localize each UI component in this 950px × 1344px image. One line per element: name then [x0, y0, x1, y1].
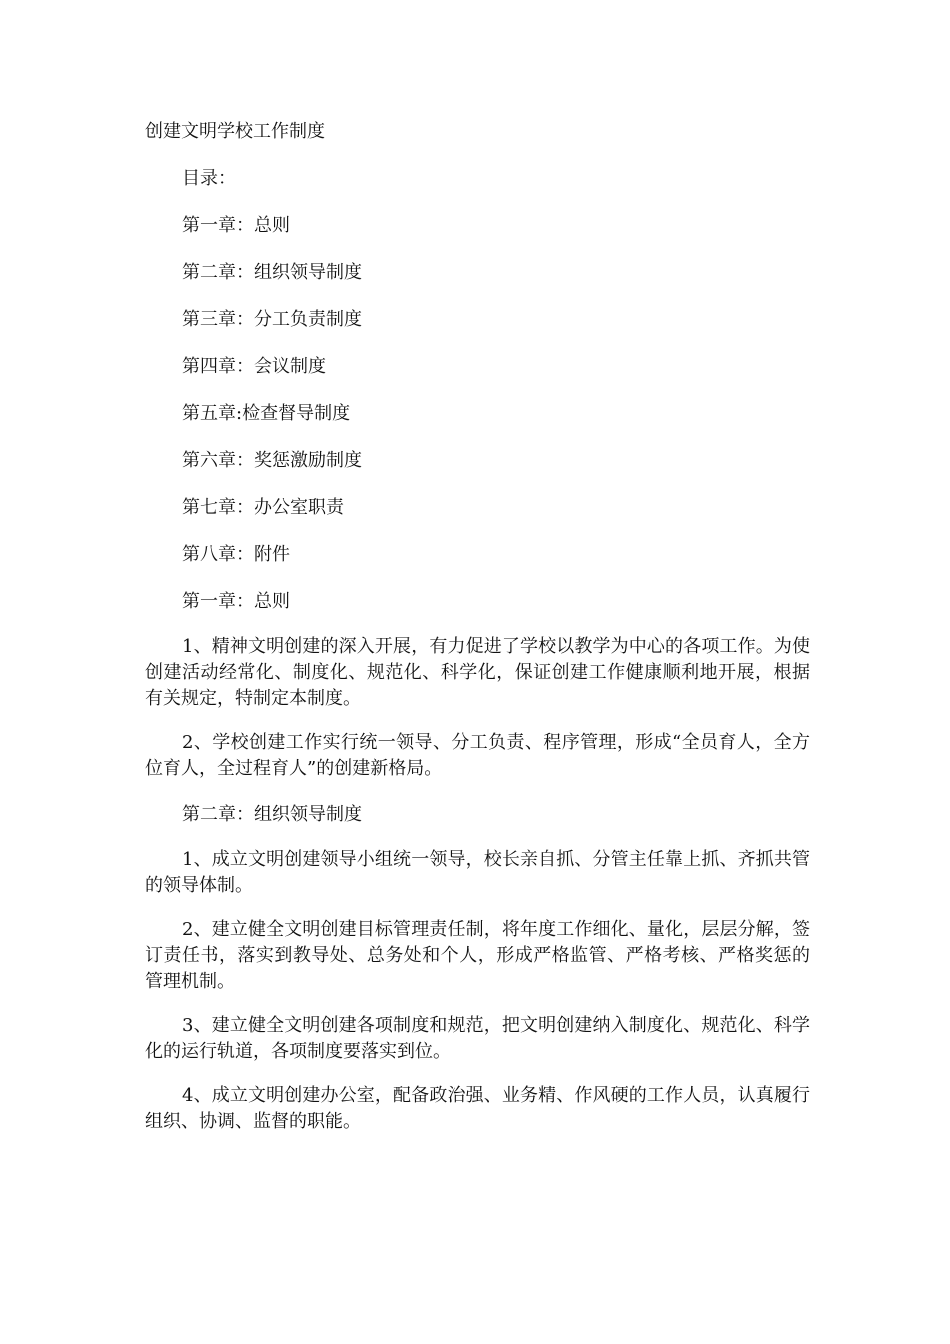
chapter-2-paragraph: 4、成立文明创建办公室，配备政治强、业务精、作风硬的工作人员，认真履行组织、协调、监督的职能。 [145, 1085, 810, 1132]
document-page [145, 118, 810, 1135]
chapter-2-heading: 第二章：组织领导制度 [182, 804, 362, 825]
toc-item-chapter-1: 第一章：总则 [182, 215, 290, 236]
chapter-1-heading: 第一章：总则 [182, 591, 290, 612]
document-title: 创建文明学校工作制度 [145, 121, 325, 142]
toc-item-chapter-8: 第八章：附件 [182, 544, 290, 565]
chapter-1-paragraph: 2、学校创建工作实行统一领导、分工负责、程序管理，形成“全员育人，全方位育人，全过程育人”的创建新格局。 [145, 732, 810, 779]
chapter-2-paragraph: 2、建立健全文明创建目标管理责任制，将年度工作细化、量化，层层分解，签订责任书，落实到教导处、总务处和个人，形成严格监管、严格考核、严格奖惩的管理机制。 [145, 919, 810, 992]
toc-item-chapter-2: 第二章：组织领导制度 [182, 262, 362, 283]
toc-heading: 目录： [182, 168, 236, 189]
toc-item-chapter-4: 第四章：会议制度 [182, 356, 326, 377]
chapter-2-paragraph: 3、建立健全文明创建各项制度和规范，把文明创建纳入制度化、规范化、科学化的运行轨道，各项制度要落实到位。 [145, 1015, 810, 1062]
chapter-1-paragraph: 1、精神文明创建的深入开展，有力促进了学校以教学为中心的各项工作。为使创建活动经常化、制度化、规范化、科学化，保证创建工作健康顺利地开展，根据有关规定，特制定本制度。 [145, 636, 810, 709]
toc-item-chapter-6: 第六章：奖惩激励制度 [182, 450, 362, 471]
toc-item-chapter-7: 第七章：办公室职责 [182, 497, 344, 518]
table-of-contents [145, 212, 810, 569]
chapter-2-paragraph: 1、成立文明创建领导小组统一领导，校长亲自抓、分管主任靠上抓、齐抓共管的领导体制。 [145, 849, 810, 896]
toc-item-chapter-5: 第五章:检查督导制度 [182, 403, 351, 424]
toc-item-chapter-3: 第三章：分工负责制度 [182, 309, 362, 330]
